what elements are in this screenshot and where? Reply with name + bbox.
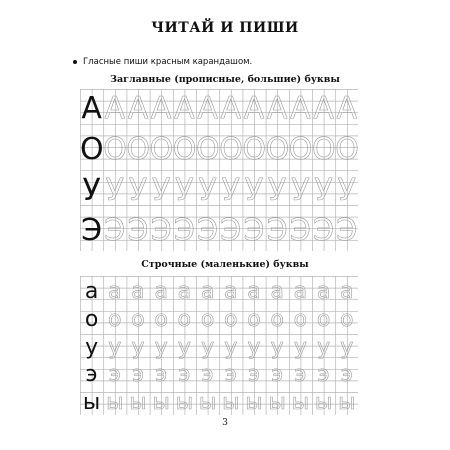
trace-letter: У (105, 172, 124, 208)
trace-letter: А (290, 91, 311, 127)
trace-letter: о (247, 306, 261, 332)
trace-letter: О (126, 131, 151, 167)
trace-letter: Э (313, 213, 335, 249)
trace-letter: э (108, 362, 121, 388)
trace-letter: а (293, 278, 308, 304)
sample-letter: ы (82, 390, 101, 416)
trace-letter: э (178, 362, 191, 388)
trace-letter: у (201, 334, 215, 360)
trace-letter: О (172, 131, 197, 167)
trace-letter: а (131, 278, 145, 304)
trace-letter: У (268, 172, 287, 208)
trace-letter: ы (245, 390, 263, 416)
trace-letter: а (270, 278, 284, 304)
trace-letter: а (177, 278, 192, 304)
trace-letter: у (270, 334, 284, 360)
trace-letter: ы (291, 390, 310, 416)
trace-letter: э (271, 362, 284, 388)
bullet-icon (73, 60, 77, 64)
trace-letter: О (103, 131, 127, 167)
trace-letter: у (224, 334, 238, 360)
trace-letter: Э (197, 213, 219, 249)
page-number: 3 (222, 418, 228, 428)
trace-letter: У (175, 172, 194, 208)
trace-letter: Э (150, 213, 172, 249)
grid-lines (80, 276, 358, 415)
trace-letter: У (221, 172, 240, 208)
trace-letter: э (224, 362, 237, 388)
trace-letter: э (294, 362, 307, 388)
trace-letter: а (108, 278, 122, 304)
trace-letter: ы (152, 390, 170, 416)
trace-letter: А (266, 91, 288, 127)
trace-letter: ы (314, 390, 333, 416)
trace-letter: Э (220, 213, 242, 249)
page-title: ЧИТАЙ И ПИШИ (151, 20, 299, 36)
grid-lines (80, 89, 358, 251)
trace-letter: э (131, 362, 145, 388)
trace-letter: Э (266, 213, 288, 249)
sample-letter: О (80, 131, 104, 167)
trace-letter: о (224, 306, 238, 332)
trace-letter: У (244, 172, 264, 208)
trace-letter: о (270, 306, 284, 332)
trace-letter: у (131, 334, 145, 360)
trace-letter: о (154, 306, 168, 332)
trace-letter: О (335, 131, 359, 167)
sample-letter: У (82, 172, 101, 208)
trace-letter: а (154, 278, 168, 304)
trace-letter: А (127, 91, 149, 127)
trace-letter: о (108, 306, 122, 332)
trace-letter: А (174, 91, 195, 127)
trace-letter: у (154, 334, 168, 360)
uppercase-practice-grid (80, 89, 358, 251)
trace-letter: а (224, 278, 238, 304)
instruction-label: Гласные пиши красным карандашом. (83, 57, 253, 67)
trace-letter: Э (336, 213, 358, 249)
trace-letter: О (149, 131, 174, 167)
trace-letter: э (340, 362, 353, 388)
trace-letter: У (337, 172, 356, 208)
trace-letter: ы (338, 390, 356, 416)
trace-letter: ы (268, 390, 286, 416)
trace-letter: а (316, 278, 331, 304)
sample-letter: А (81, 91, 102, 127)
trace-letter: у (247, 334, 261, 360)
trace-letter: у (317, 334, 331, 360)
trace-letter: А (220, 91, 242, 127)
trace-letter: У (314, 172, 333, 208)
trace-letter: У (198, 172, 217, 208)
trace-letter: О (288, 131, 313, 167)
sample-letter: а (84, 278, 99, 304)
instruction-text (73, 57, 252, 67)
trace-letter: ы (175, 390, 194, 416)
trace-letter: у (177, 334, 191, 360)
trace-letter: о (131, 306, 145, 332)
trace-letter: э (247, 362, 261, 388)
sample-letter: о (84, 306, 99, 332)
trace-letter: Э (104, 213, 126, 249)
trace-letter: э (201, 362, 214, 388)
trace-letter: ы (129, 390, 147, 416)
trace-letter: э (155, 362, 168, 388)
trace-letter: о (200, 306, 215, 332)
trace-letter: а (200, 278, 215, 304)
trace-letter: о (177, 306, 192, 332)
trace-letter: а (247, 278, 261, 304)
trace-letter: А (197, 91, 218, 127)
trace-letter: Э (127, 213, 149, 249)
trace-letter: у (293, 334, 307, 360)
trace-letter: А (150, 91, 172, 127)
trace-letter: ы (222, 390, 240, 416)
trace-letter: О (242, 131, 267, 167)
trace-letter: ы (198, 390, 217, 416)
trace-letter: о (316, 306, 331, 332)
sample-letter: у (85, 334, 99, 360)
trace-letter: у (108, 334, 122, 360)
trace-letter: А (243, 91, 265, 127)
trace-letter: Э (173, 213, 195, 249)
trace-letter: У (291, 172, 310, 208)
uppercase-section-heading: Заглавные (прописные, большие) буквы (110, 74, 340, 85)
trace-letter: Э (243, 213, 265, 249)
trace-letter: У (152, 172, 171, 208)
trace-letter: О (265, 131, 290, 167)
trace-letter: О (219, 131, 243, 167)
trace-letter: А (336, 91, 358, 127)
trace-letter: а (340, 278, 354, 304)
trace-letter: А (104, 91, 126, 127)
trace-letter: у (340, 334, 354, 360)
trace-letter: О (312, 131, 336, 167)
trace-letter: Э (289, 213, 311, 249)
sample-letter: Э (81, 213, 103, 249)
trace-letter: У (128, 172, 148, 208)
trace-letter: о (340, 306, 354, 332)
trace-letter: о (293, 306, 308, 332)
trace-letter: ы (106, 390, 124, 416)
trace-letter: э (317, 362, 330, 388)
lowercase-practice-grid (80, 276, 358, 415)
trace-letter: А (313, 91, 334, 127)
sample-letter: э (85, 362, 98, 388)
lowercase-section-heading: Строчные (маленькие) буквы (141, 259, 309, 270)
trace-letter: О (196, 131, 220, 167)
